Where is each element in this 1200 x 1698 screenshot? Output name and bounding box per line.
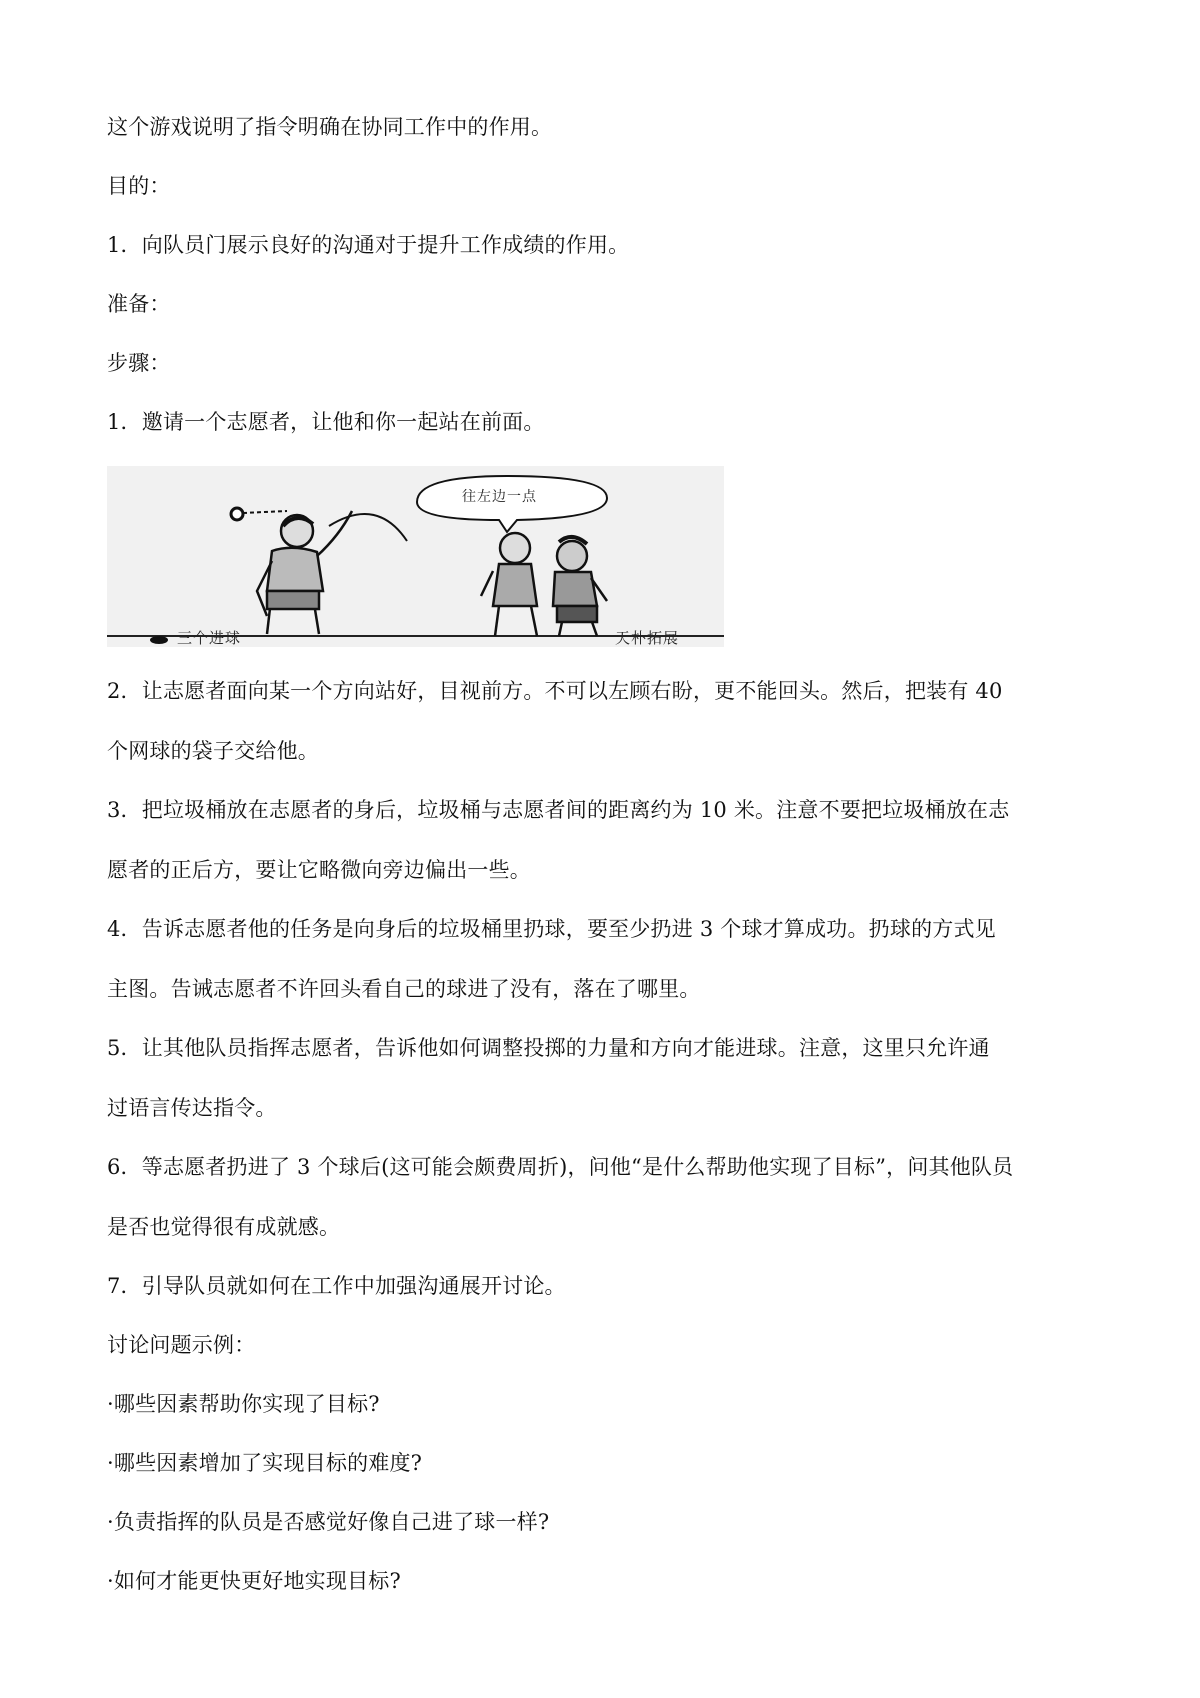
step-4-line-1: 4．告诉志愿者他的任务是向身后的垃圾桶里扔球，要至少扔进 3 个球才算成功。扔球的方式见 bbox=[107, 917, 996, 941]
step-6-line-2: 是否也觉得很有成就感。 bbox=[107, 1215, 341, 1239]
speech-bubble-text: 往左边一点 bbox=[462, 489, 537, 505]
step-2-line-2: 个网球的袋子交给他。 bbox=[107, 739, 319, 763]
step-1: 1．邀请一个志愿者，让他和你一起站在前面。 bbox=[107, 410, 545, 434]
step-5-line-1: 5．让其他队员指挥志愿者，告诉他如何调整投掷的力量和方向才能进球。注意，这里只允许通 bbox=[107, 1036, 990, 1060]
step-7: 7．引导队员就如何在工作中加强沟通展开讨论。 bbox=[107, 1274, 566, 1298]
discussion-question-4: ·如何才能更快更好地实现目标? bbox=[107, 1569, 401, 1593]
cartoon-illustration bbox=[107, 466, 724, 647]
purpose-heading: 目的： bbox=[107, 174, 171, 198]
step-3-line-1: 3．把垃圾桶放在志愿者的身后，垃圾桶与志愿者间的距离约为 10 米。注意不要把垃圾桶放在志 bbox=[107, 798, 1010, 822]
caption-left: 三个进球 bbox=[177, 629, 242, 647]
preparation-heading: 准备： bbox=[107, 292, 171, 316]
step-5-line-2: 过语言传达指令。 bbox=[107, 1096, 277, 1120]
discussion-question-1: ·哪些因素帮助你实现了目标? bbox=[107, 1392, 380, 1416]
purpose-item-1: 1．向队员门展示良好的沟通对于提升工作成绩的作用。 bbox=[107, 233, 630, 257]
cartoon-drawing bbox=[107, 466, 724, 647]
discussion-question-2: ·哪些因素增加了实现目标的难度? bbox=[107, 1451, 423, 1475]
steps-heading: 步骤： bbox=[107, 351, 171, 375]
document-body bbox=[107, 112, 1107, 1596]
discussion-heading: 讨论问题示例： bbox=[107, 1333, 256, 1357]
caption-right: 天朴拓展 bbox=[615, 629, 680, 647]
step-4-line-2: 主图。告诫志愿者不许回头看自己的球进了没有，落在了哪里。 bbox=[107, 977, 701, 1001]
ball-icon bbox=[150, 636, 168, 644]
discussion-question-3: ·负责指挥的队员是否感觉好像自己进了球一样? bbox=[107, 1510, 550, 1534]
step-2-line-1: 2．让志愿者面向某一个方向站好，目视前方。不可以左顾右盼，更不能回头。然后，把装有 40 bbox=[107, 679, 1003, 703]
intro-paragraph: 这个游戏说明了指令明确在协同工作中的作用。 bbox=[107, 115, 553, 139]
step-6-line-1: 6．等志愿者扔进了 3 个球后(这可能会颇费周折)，问他“是什么帮助他实现了目标”，问其他队员 bbox=[107, 1155, 1014, 1179]
step-3-line-2: 愿者的正后方，要让它略微向旁边偏出一些。 bbox=[107, 858, 531, 882]
